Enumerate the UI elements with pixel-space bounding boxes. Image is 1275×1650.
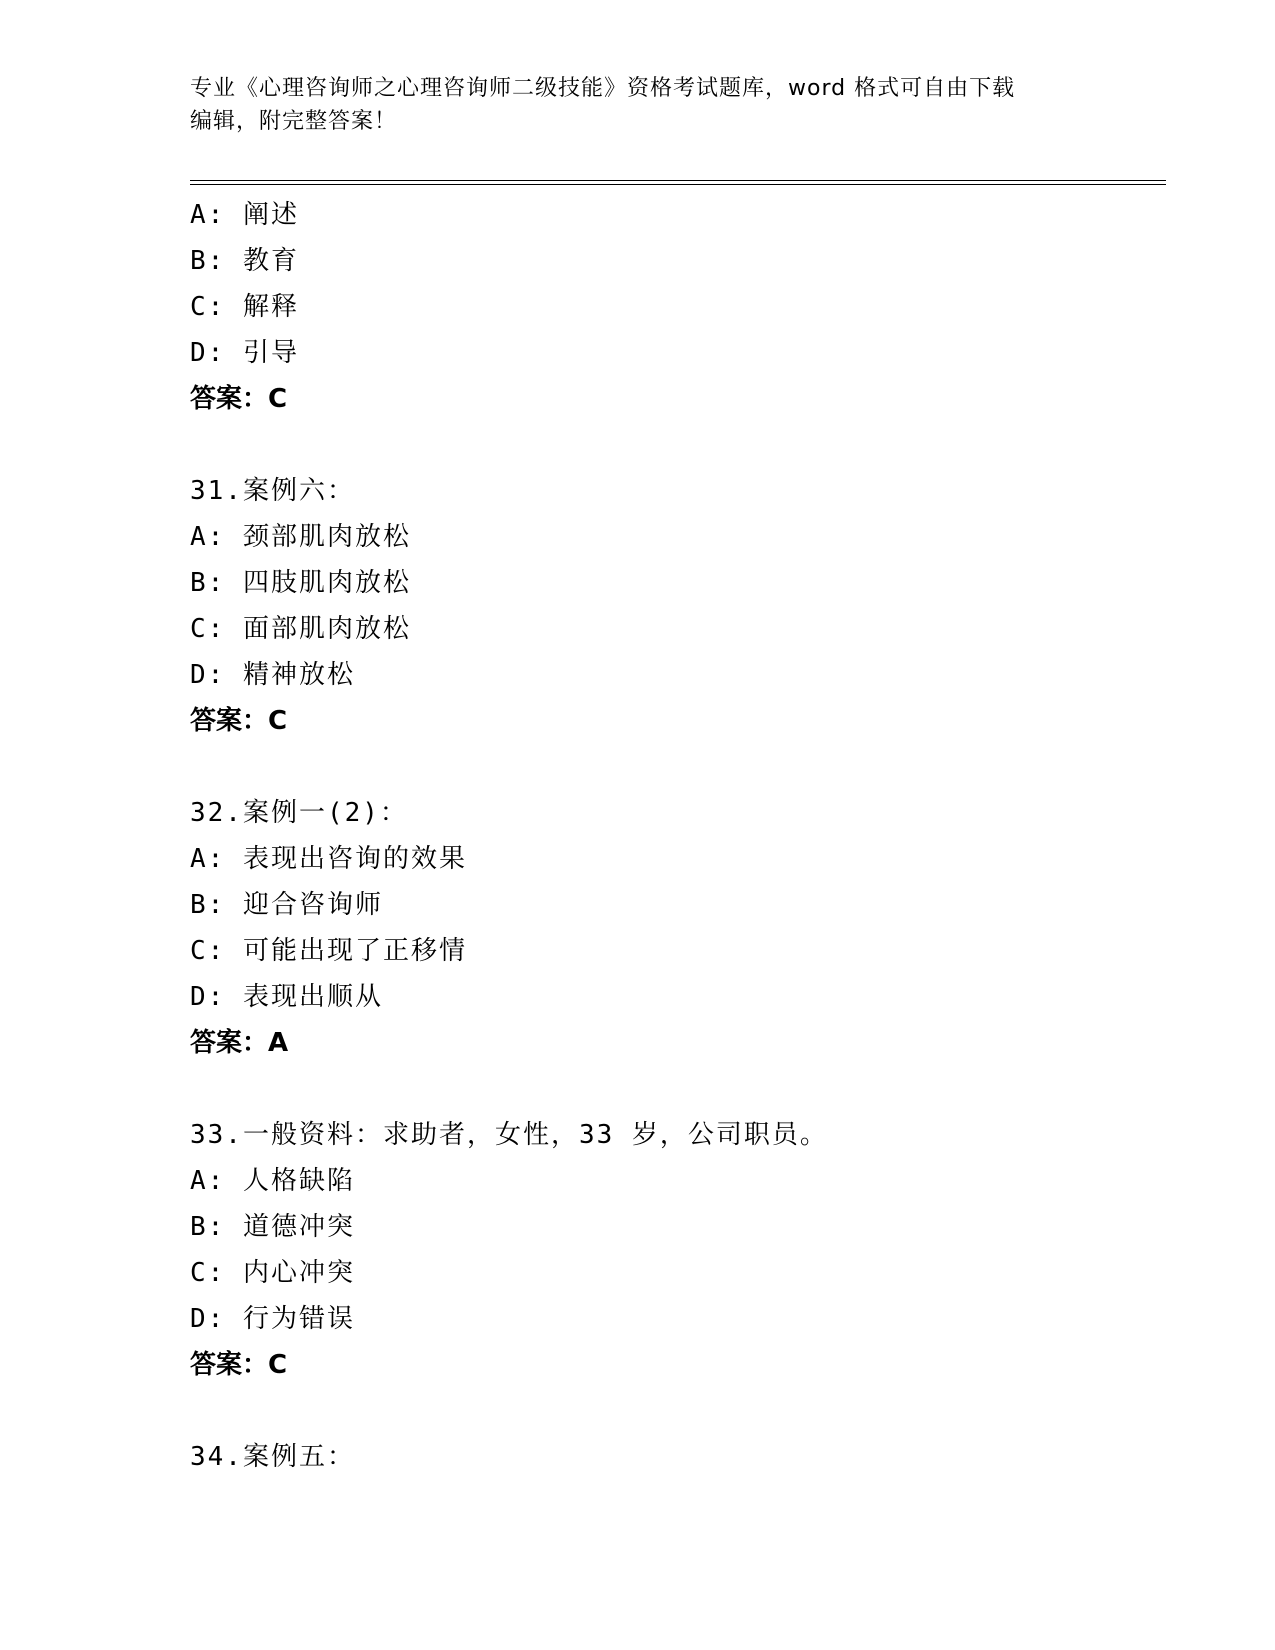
answer-line: 答案：A	[190, 1028, 289, 1058]
option-b: B: 四肢肌肉放松	[190, 568, 411, 598]
option-d: D: 精神放松	[190, 660, 355, 690]
option-b: B: 教育	[190, 246, 299, 276]
question-title: 32.案例一(2)：	[190, 798, 408, 828]
option-d: D: 引导	[190, 338, 299, 368]
document-header	[190, 72, 1090, 138]
option-d: D: 行为错误	[190, 1304, 355, 1334]
option-c: C: 可能出现了正移情	[190, 936, 467, 966]
spacer	[190, 1388, 1166, 1434]
answer-line: 答案：C	[190, 384, 288, 414]
option-c: C: 面部肌肉放松	[190, 614, 411, 644]
option-d: D: 表现出顺从	[190, 982, 383, 1012]
question-32	[190, 790, 1166, 1066]
header-divider	[190, 180, 1166, 185]
option-b: B: 迎合咨询师	[190, 890, 383, 920]
question-title: 31.案例六：	[190, 476, 355, 506]
option-a: A: 人格缺陷	[190, 1166, 355, 1196]
header-line-1: 专业《心理咨询师之心理咨询师二级技能》资格考试题库，word 格式可自由下载	[190, 76, 1016, 101]
spacer	[190, 422, 1166, 468]
option-a: A: 表现出咨询的效果	[190, 844, 467, 874]
option-a: A: 颈部肌肉放松	[190, 522, 411, 552]
question-title: 33.一般资料：求助者，女性，33 岁，公司职员。	[190, 1120, 828, 1150]
question-34	[190, 1434, 1166, 1480]
question-title: 34.案例五：	[190, 1442, 355, 1472]
header-line-2: 编辑，附完整答案！	[190, 109, 398, 134]
answer-line: 答案：C	[190, 1350, 288, 1380]
option-c: C: 内心冲突	[190, 1258, 355, 1288]
spacer	[190, 1066, 1166, 1112]
option-a: A: 阐述	[190, 200, 299, 230]
question-33	[190, 1112, 1166, 1388]
option-b: B: 道德冲突	[190, 1212, 355, 1242]
option-c: C: 解释	[190, 292, 299, 322]
spacer	[190, 744, 1166, 790]
question-block-continued	[190, 192, 1166, 422]
answer-line: 答案：C	[190, 706, 288, 736]
question-list	[190, 192, 1166, 1480]
question-31	[190, 468, 1166, 744]
